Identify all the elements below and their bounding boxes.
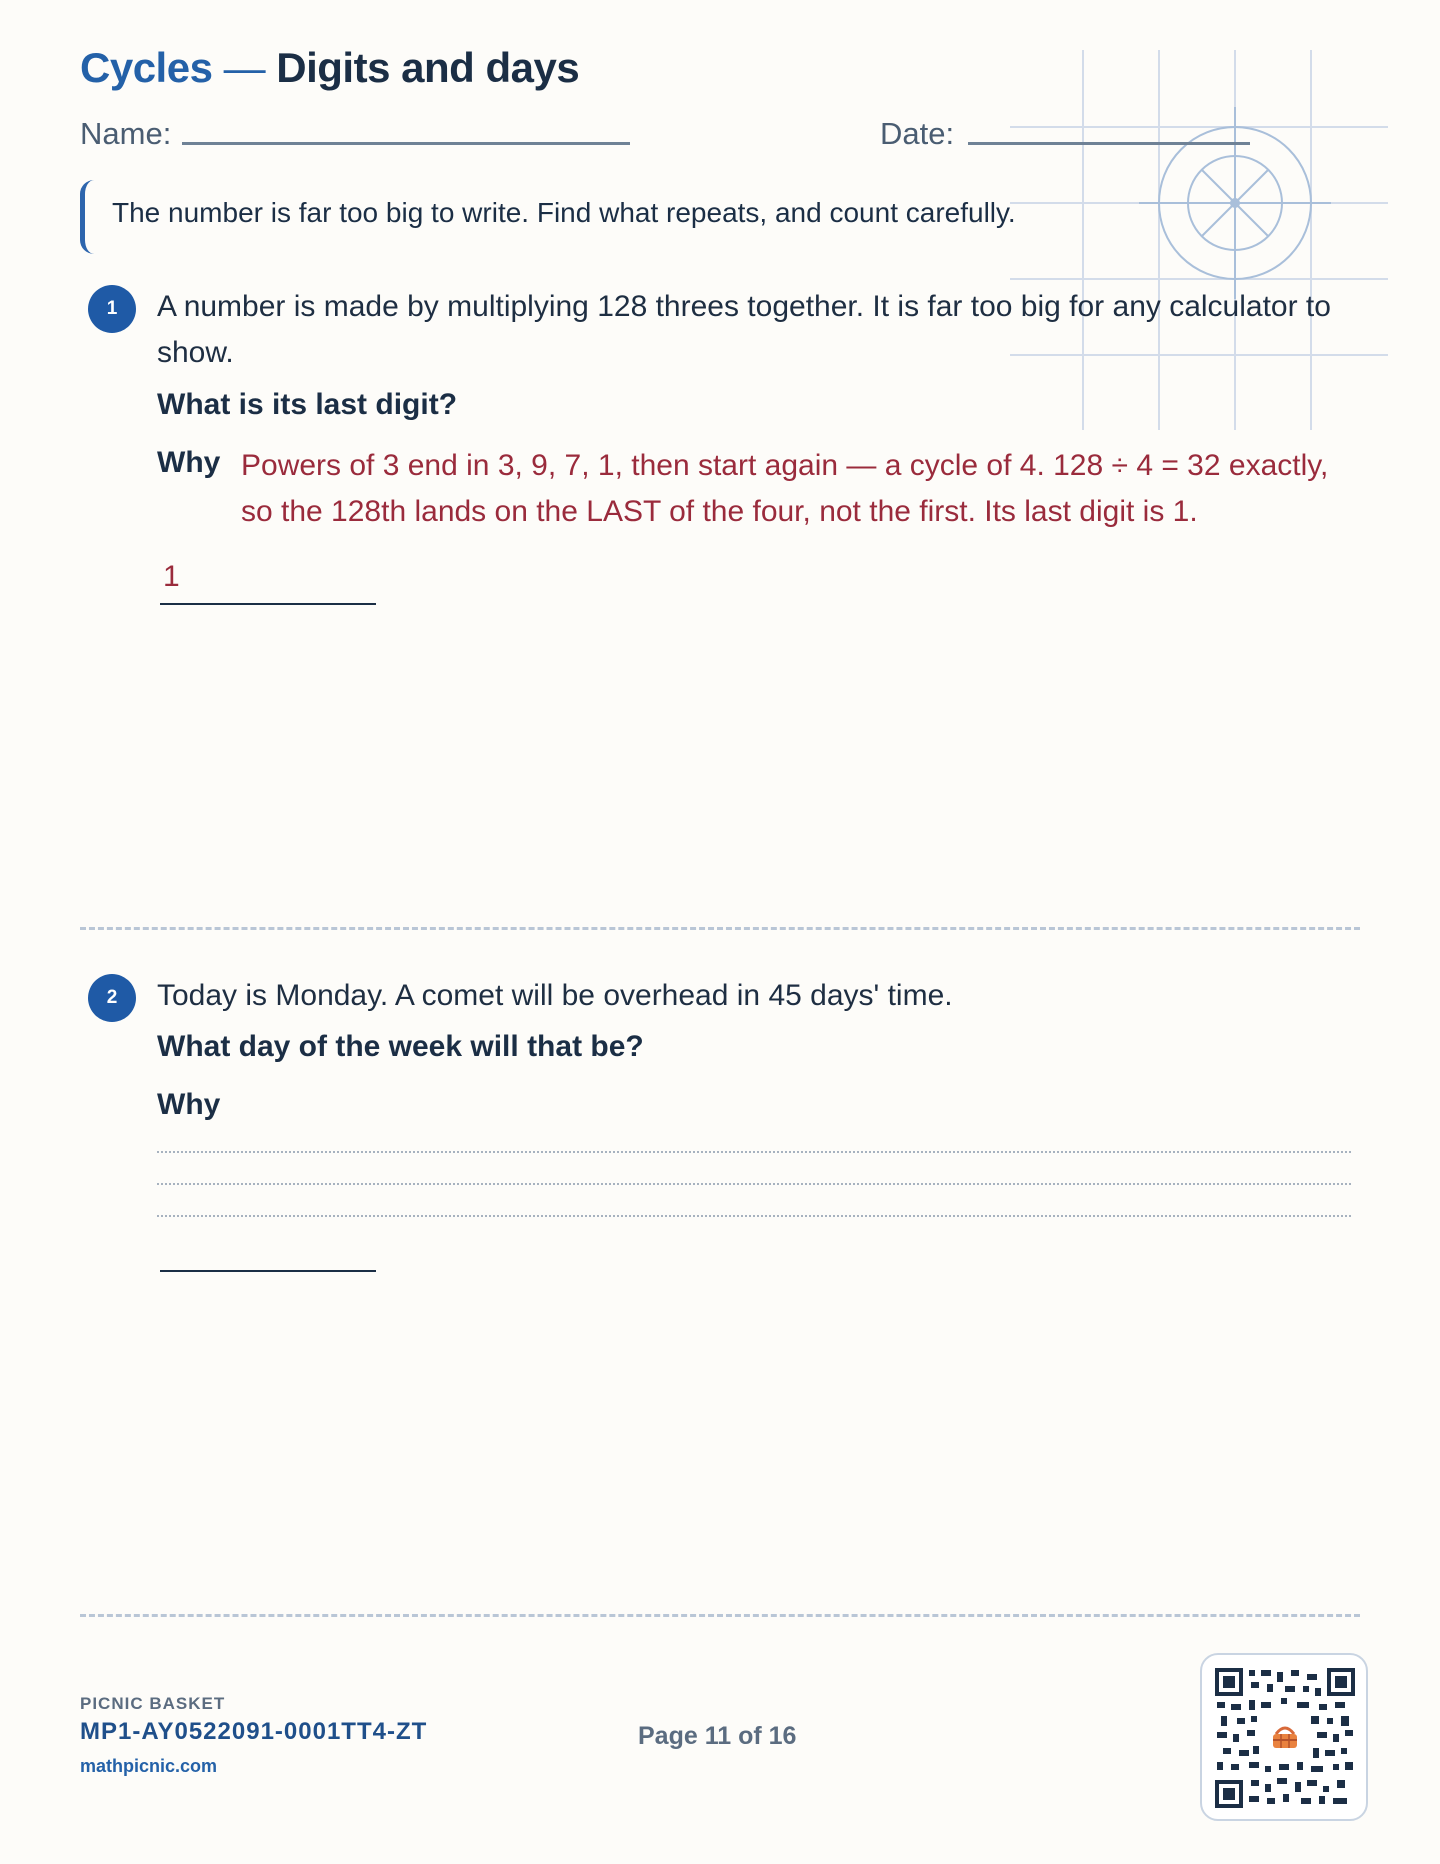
question-1-answer[interactable]: 1 — [163, 560, 180, 593]
page-number: Page 11 of 16 — [638, 1722, 797, 1750]
tip-text: The number is far too big to write. Find what repeats, and count carefully. — [112, 197, 1016, 228]
date-field[interactable] — [968, 142, 1250, 145]
question-2-answer-line[interactable] — [160, 1270, 376, 1272]
title-topic: Cycles — [80, 44, 213, 91]
question-2-why-line-1[interactable] — [157, 1151, 1351, 1153]
question-1-badge: 1 — [88, 285, 136, 333]
question-2-why-line-3[interactable] — [157, 1215, 1351, 1217]
question-2-why-line-2[interactable] — [157, 1183, 1351, 1185]
question-1-why-text[interactable]: Powers of 3 end in 3, 9, 7, 1, then start again — a cycle of 4. 128 ÷ 4 = 32 exactly, so the 128th lands on the LAST of the four, not the first. Its last digit is 1. — [241, 449, 1329, 528]
footer-site-link[interactable]: mathpicnic.com — [80, 1756, 218, 1776]
date-label: Date: — [880, 116, 955, 151]
name-label: Name: — [80, 116, 172, 151]
title-subtopic: Digits and days — [276, 44, 580, 91]
question-2-ask: What day of the week will that be? — [157, 1030, 644, 1063]
footer-code: MP1-AY0522091-0001TT4-ZT — [80, 1718, 428, 1745]
title-separator: — — [223, 44, 266, 91]
tip-accent-bar — [80, 180, 94, 254]
page-title — [80, 44, 579, 92]
question-1-answer-line — [160, 603, 376, 605]
question-2-why-label: Why — [157, 1088, 221, 1121]
qr-code-icon[interactable] — [1200, 1653, 1368, 1821]
question-2-badge: 2 — [88, 974, 136, 1022]
footer-divider — [80, 1614, 1360, 1617]
section-divider — [80, 927, 1360, 930]
question-2-text: Today is Monday. A comet will be overhead in 45 days' time. — [157, 979, 953, 1012]
question-1-why-label: Why — [157, 446, 221, 479]
qr-code-graphic — [1215, 1668, 1355, 1808]
footer-brand: PICNIC BASKET — [80, 1694, 226, 1713]
name-field[interactable] — [182, 142, 630, 145]
question-1-text: A number is made by multiplying 128 threes together. It is far too big for any calculator to show. — [157, 290, 1331, 369]
question-1-ask: What is its last digit? — [157, 388, 458, 421]
target-grid-icon — [1000, 50, 1400, 440]
